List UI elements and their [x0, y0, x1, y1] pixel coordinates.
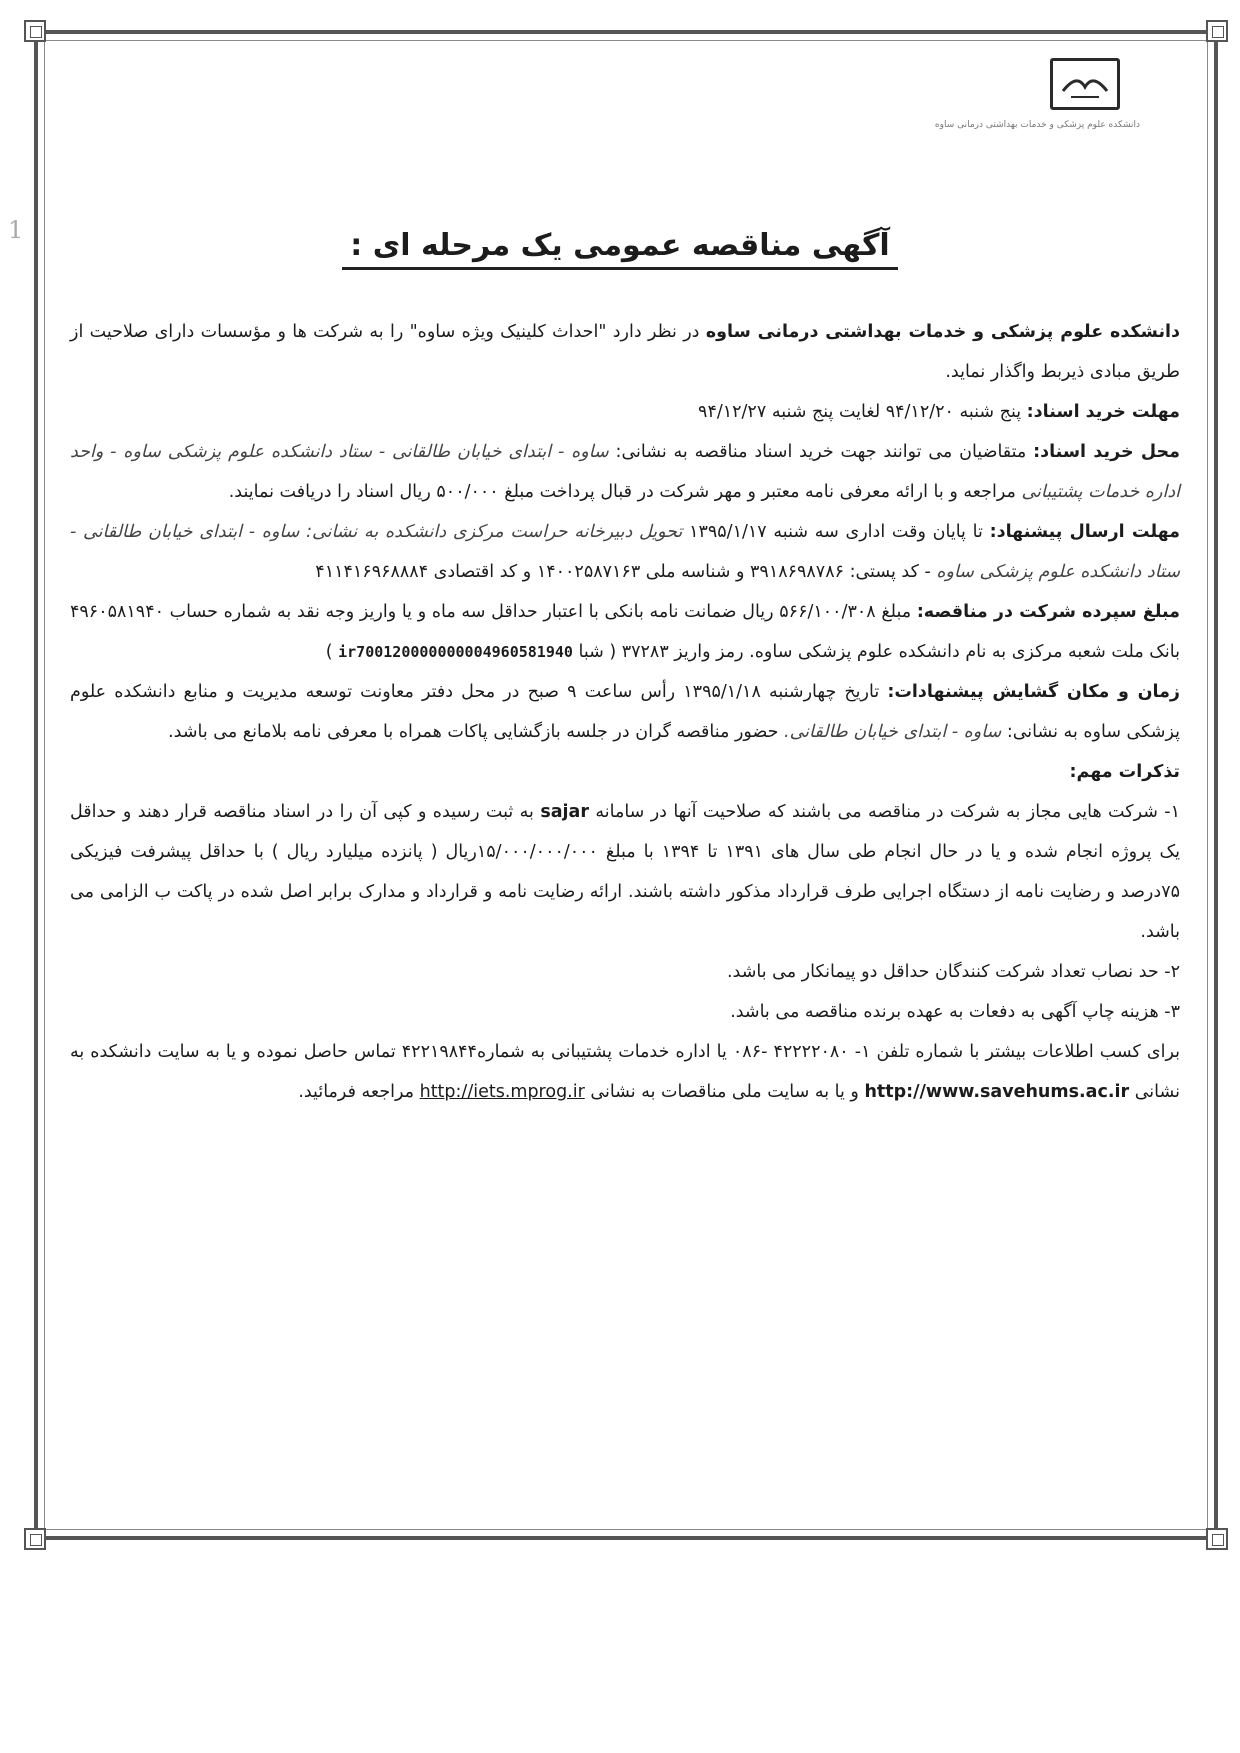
- border-corner: [1206, 20, 1228, 42]
- opening-text-2: حضور مناقصه گران در جلسه بازگشایی پاکات همراه با معرفی نامه بلامانع می باشد.: [168, 722, 785, 742]
- page-number: 1: [8, 216, 24, 244]
- border-corner: [24, 1528, 46, 1550]
- deposit-text: مبلغ ۵۶۶/۱۰۰/۳۰۸ ریال ضمانت نامه بانکی با اعتبار حداقل سه ماه و یا واریز وجه نقد به شماره حساب ۴۹۶۰۵۸۱۹۴۰ بانک ملت شعبه مرکزی به نام دانشکده علوم پزشکی ساوه. رمز واریز ۳۷۲۸۳ ( شبا: [70, 602, 1180, 662]
- logo-caption: دانشکده علوم پزشکی و خدمات بهداشتی درمانی ساوه: [934, 120, 1140, 130]
- notice-body: [70, 312, 1180, 1112]
- border-corner: [24, 20, 46, 42]
- university-logo: [934, 58, 1140, 148]
- opening-text: تاریخ چهارشنبه ۱۳۹۵/۱/۱۸ رأس ساعت ۹ صبح در محل دفتر معاونت توسعه مدیریت و منابع دانشکده علوم پزشکی ساوه به نشانی:: [70, 682, 1180, 742]
- opening-address: ساوه - ابتدای خیابان طالقانی.: [784, 722, 1002, 742]
- purchase-place-address: ساوه - ابتدای خیابان طالقانی - ستاد دانشکده علوم پزشکی ساوه - واحد اداره خدمات پشتیبانی: [70, 442, 1180, 502]
- submission-deadline-label: مهلت ارسال پیشنهاد:: [989, 522, 1180, 542]
- purchase-place-text: متقاضیان می توانند جهت خرید اسناد مناقصه به نشانی:: [608, 442, 1034, 462]
- purchase-place-text-2: مراجعه و با ارائه معرفی نامه معتبر و مهر شرکت در قبال پرداخت مبلغ ۵۰۰/۰۰۰ ریال اسناد را دریافت نمایند.: [228, 482, 1022, 502]
- submission-deadline: [70, 512, 1180, 592]
- logo-emblem: [1050, 58, 1120, 110]
- sajar-system: sajar: [540, 802, 589, 822]
- note-item-1: [70, 792, 1180, 952]
- contact-paragraph: [70, 1032, 1180, 1112]
- iban-number: ir700120000000004960581940: [338, 643, 573, 661]
- note-item-1-text: ۱- شرکت هایی مجاز به شرکت در مناقصه می باشند که صلاحیت آنها در سامانه: [588, 802, 1180, 822]
- organization-name: دانشکده علوم پزشکی و خدمات بهداشتی درمانی ساوه: [705, 322, 1181, 342]
- tender-website-link[interactable]: http://iets.mprog.ir: [419, 1082, 585, 1102]
- note-item-1-text-2: به ثبت رسیده و کپی آن را در اسناد مناقصه قرار دهند و حداقل یک پروژه انجام شده و یا در حال انجام طی سال های ۱۳۹۱ تا ۱۳۹۴ با مبلغ ۱۵/۰۰۰/۰۰۰/۰۰۰ریال ( پانزده میلیارد ریال ) با حداقل پیشرفت فیزیکی ۷۵درصد و رضایت نامه از دستگاه اجرایی طرف قرارداد مذکور داشته باشند. ارائه رضایت نامه و قرارداد و مدارک برابر اصل شده در پاکت ب الزامی می باشد.: [70, 802, 1181, 942]
- notice-title-text: آگهی مناقصه عمومی یک مرحله ای :: [342, 228, 897, 270]
- deposit-label: مبلغ سپرده شرکت در مناقصه:: [916, 602, 1181, 622]
- submission-deadline-text: تا پایان وقت اداری سه شنبه ۱۳۹۵/۱/۱۷: [682, 522, 990, 542]
- university-website-link[interactable]: http://www.savehums.ac.ir: [864, 1082, 1130, 1102]
- contact-text: برای کسب اطلاعات بیشتر با شماره تلفن ۱- ۴۲۲۲۲۰۸۰ -۰۸۶ یا اداره خدمات پشتیبانی به شماره۴۲۲۱۹۸۴۴ تماس حاصل نموده و یا به سایت دانشکده به نشانی: [70, 1042, 1180, 1102]
- contact-text-3: مراجعه فرمائید.: [298, 1082, 420, 1102]
- submission-deadline-text-2: - کد پستی: ۳۹۱۸۶۹۸۷۸۶ و شناسه ملی ۱۴۰۰۲۵۸۷۱۶۳ و کد اقتصادی ۴۱۱۴۱۶۹۶۸۸۸۴: [315, 562, 937, 582]
- opening-label: زمان و مکان گشایش پیشنهادات:: [887, 682, 1180, 702]
- note-item-3: ۳- هزینه چاپ آگهی به دفعات به عهده برنده مناقصه می باشد.: [730, 1002, 1180, 1022]
- deposit-text-2: ): [325, 642, 339, 662]
- book-bird-icon: [1053, 61, 1117, 107]
- purchase-place-label: محل خرید اسناد:: [1033, 442, 1180, 462]
- deposit-amount: [70, 592, 1180, 672]
- notes-title: تذکرات مهم:: [1069, 762, 1180, 782]
- submission-address: تحویل دبیرخانه حراست مرکزی دانشکده به نشانی: ساوه - ابتدای خیابان طالقانی - ستاد دانشکده علوم پزشکی ساوه: [70, 522, 1180, 582]
- notice-title: [0, 228, 1240, 270]
- intro-paragraph: [70, 312, 1180, 392]
- purchase-deadline-label: مهلت خرید اسناد:: [1026, 402, 1180, 422]
- border-corner: [1206, 1528, 1228, 1550]
- purchase-deadline: [70, 392, 1180, 432]
- opening-time-place: [70, 672, 1180, 752]
- purchase-deadline-text: پنج شنبه ۹۴/۱۲/۲۰ لغایت پنج شنبه ۹۴/۱۲/۲۷: [698, 402, 1027, 422]
- contact-text-2: و یا به سایت ملی مناقصات به نشانی: [584, 1082, 865, 1102]
- note-item-2: ۲- حد نصاب تعداد شرکت کنندگان حداقل دو پیمانکار می باشد.: [726, 962, 1180, 982]
- intro-text: در نظر دارد "احداث کلینیک ویژه ساوه" را به شرکت ها و مؤسسات دارای صلاحیت از طریق مبادی ذیربط واگذار نماید.: [70, 322, 1180, 382]
- purchase-place: [70, 432, 1180, 512]
